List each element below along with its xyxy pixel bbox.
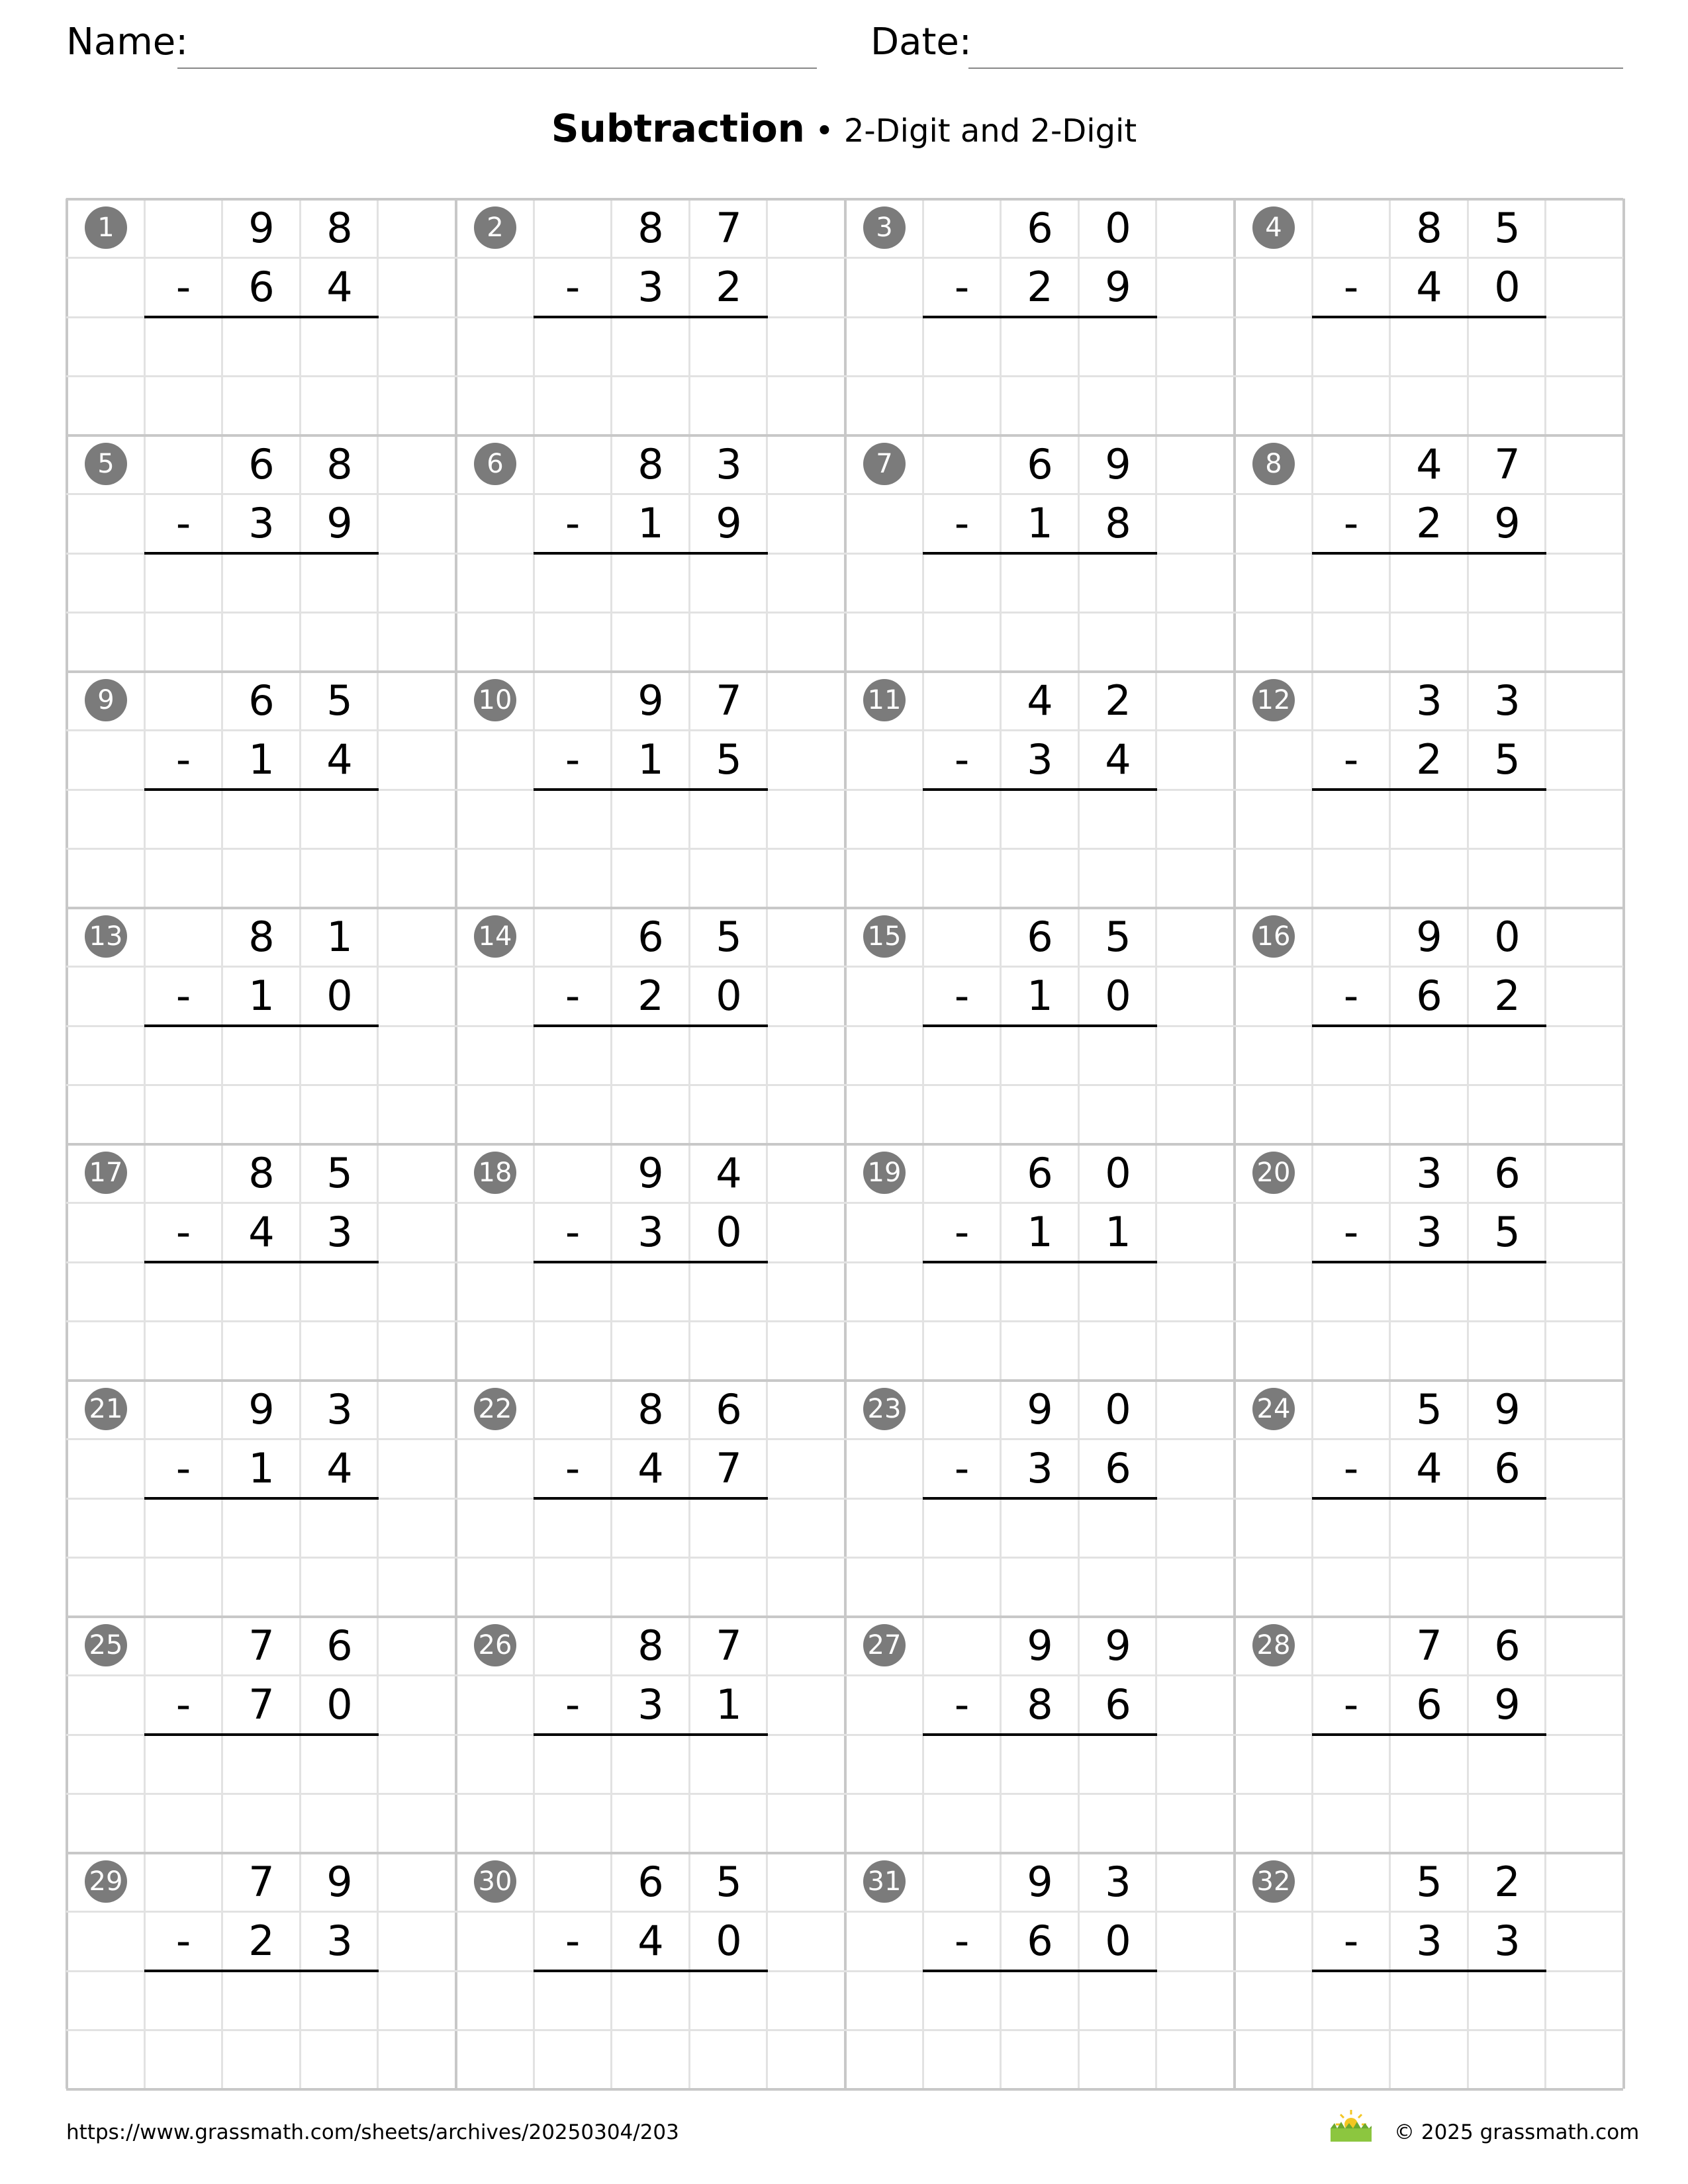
minus-sign: - [175,1917,191,1966]
subtrahend-tens-digit: 1 [1027,972,1053,1021]
minus-sign: - [954,263,970,312]
date-line [968,68,1623,69]
problem-16 [1234,907,1623,1144]
subtrahend-tens-digit: 3 [248,499,275,548]
minuend-ones-digit: 9 [1105,440,1131,488]
minuend-ones-digit: 7 [716,1621,742,1670]
minuend-tens-digit: 9 [248,1385,275,1433]
minuend-ones-digit: 5 [1105,913,1131,961]
answer-line [534,1497,768,1500]
subtrahend-tens-digit: 6 [1027,1917,1053,1966]
minus-sign: - [175,1680,191,1729]
problem-number-badge: 22 [474,1388,516,1430]
minuend-tens-digit: 4 [1416,440,1442,488]
subtrahend-tens-digit: 1 [248,1444,275,1493]
minuend-ones-digit: 7 [1494,440,1521,488]
minuend-tens-digit: 9 [1027,1858,1053,1906]
answer-line [923,316,1157,318]
problem-number-badge: 26 [474,1624,516,1666]
answer-line [1312,1970,1546,1972]
problem-8 [1234,435,1623,671]
minuend-tens-digit: 7 [248,1858,275,1906]
problem-17 [66,1144,455,1380]
problem-5 [66,435,455,671]
minus-sign: - [565,1680,581,1729]
minus-sign: - [1343,1208,1359,1257]
minus-sign: - [175,499,191,548]
answer-line [1312,552,1546,555]
subtrahend-ones-digit: 3 [1494,1917,1521,1966]
problem-number-badge: 28 [1252,1624,1295,1666]
minuend-tens-digit: 6 [248,676,275,725]
problem-29 [66,1852,455,2089]
answer-line [923,1261,1157,1263]
minus-sign: - [565,263,581,312]
answer-line [534,1261,768,1263]
minuend-ones-digit: 9 [326,1858,353,1906]
answer-line [144,1261,379,1263]
problem-number-badge: 25 [85,1624,127,1666]
minus-sign: - [175,735,191,784]
problem-number-badge: 13 [85,915,127,958]
subtrahend-tens-digit: 1 [637,735,664,784]
answer-line [534,1733,768,1736]
problem-number-badge: 30 [474,1860,516,1903]
problem-number-badge: 27 [863,1624,906,1666]
subtrahend-tens-digit: 2 [637,972,664,1021]
problem-6 [455,435,845,671]
problem-number-badge: 4 [1252,206,1295,249]
subtrahend-tens-digit: 6 [1416,972,1442,1021]
minuend-ones-digit: 0 [1105,204,1131,252]
minus-sign: - [1343,735,1359,784]
minuend-tens-digit: 6 [1027,913,1053,961]
minuend-tens-digit: 7 [248,1621,275,1670]
subtrahend-ones-digit: 2 [1494,972,1521,1021]
subtrahend-ones-digit: 0 [716,972,742,1021]
minus-sign: - [954,1444,970,1493]
minuend-tens-digit: 8 [637,1385,664,1433]
problem-number-badge: 7 [863,443,906,485]
problem-number-badge: 2 [474,206,516,249]
problem-24 [1234,1380,1623,1616]
minuend-tens-digit: 8 [637,1621,664,1670]
problem-26 [455,1616,845,1852]
subtrahend-ones-digit: 1 [716,1680,742,1729]
subtrahend-tens-digit: 1 [1027,1208,1053,1257]
worksheet-grid [66,199,1623,2089]
problem-number-badge: 10 [474,679,516,721]
minus-sign: - [1343,499,1359,548]
subtrahend-ones-digit: 9 [326,499,353,548]
minuend-ones-digit: 4 [716,1149,742,1197]
minus-sign: - [565,499,581,548]
minuend-ones-digit: 0 [1105,1149,1131,1197]
answer-line [534,788,768,791]
minuend-tens-digit: 6 [1027,1149,1053,1197]
subtrahend-tens-digit: 4 [637,1444,664,1493]
minuend-tens-digit: 8 [637,204,664,252]
problem-number-badge: 11 [863,679,906,721]
minuend-tens-digit: 8 [637,440,664,488]
subtrahend-ones-digit: 1 [1105,1208,1131,1257]
problem-number-badge: 19 [863,1152,906,1194]
problem-12 [1234,671,1623,907]
subtrahend-tens-digit: 3 [637,1208,664,1257]
minuend-tens-digit: 5 [1416,1385,1442,1433]
subtrahend-tens-digit: 1 [1027,499,1053,548]
minuend-ones-digit: 5 [326,676,353,725]
minuend-tens-digit: 9 [637,1149,664,1197]
minuend-tens-digit: 8 [248,913,275,961]
problem-3 [845,199,1234,435]
subtrahend-tens-digit: 3 [1416,1917,1442,1966]
problem-number-badge: 6 [474,443,516,485]
problem-10 [455,671,845,907]
minus-sign: - [954,1917,970,1966]
minus-sign: - [1343,263,1359,312]
subtrahend-ones-digit: 3 [326,1208,353,1257]
grass-sun-logo-icon [1328,2107,1374,2143]
subtrahend-ones-digit: 7 [716,1444,742,1493]
answer-line [534,1970,768,1972]
problem-number-badge: 20 [1252,1152,1295,1194]
problem-2 [455,199,845,435]
answer-line [144,1024,379,1027]
date-label: Date: [870,21,972,64]
minuend-tens-digit: 5 [1416,1858,1442,1906]
problem-13 [66,907,455,1144]
minus-sign: - [954,499,970,548]
footer-url: https://www.grassmath.com/sheets/archives/20250304/203 [66,2120,679,2144]
minuend-ones-digit: 5 [1494,204,1521,252]
answer-line [923,1733,1157,1736]
subtrahend-tens-digit: 3 [1027,735,1053,784]
subtrahend-ones-digit: 6 [1105,1680,1131,1729]
problem-7 [845,435,1234,671]
minuend-tens-digit: 6 [637,1858,664,1906]
subtrahend-tens-digit: 3 [637,1680,664,1729]
problem-number-badge: 1 [85,206,127,249]
minus-sign: - [175,972,191,1021]
problem-number-badge: 3 [863,206,906,249]
minus-sign: - [954,1680,970,1729]
minus-sign: - [1343,972,1359,1021]
problem-19 [845,1144,1234,1380]
minuend-ones-digit: 2 [1494,1858,1521,1906]
problem-number-badge: 31 [863,1860,906,1903]
subtrahend-tens-digit: 2 [1027,263,1053,312]
minuend-ones-digit: 5 [716,1858,742,1906]
minuend-ones-digit: 5 [326,1149,353,1197]
answer-line [144,1970,379,1972]
subtrahend-ones-digit: 0 [1494,263,1521,312]
subtrahend-tens-digit: 4 [248,1208,275,1257]
subtrahend-tens-digit: 4 [637,1917,664,1966]
subtrahend-tens-digit: 2 [1416,499,1442,548]
minuend-tens-digit: 9 [1027,1385,1053,1433]
problem-32 [1234,1852,1623,2089]
problem-25 [66,1616,455,1852]
minuend-ones-digit: 6 [1494,1621,1521,1670]
answer-line [1312,788,1546,791]
subtrahend-ones-digit: 2 [716,263,742,312]
subtrahend-tens-digit: 1 [248,735,275,784]
problem-number-badge: 9 [85,679,127,721]
minuend-tens-digit: 6 [1027,440,1053,488]
subtrahend-ones-digit: 6 [1105,1444,1131,1493]
answer-line [923,1497,1157,1500]
minus-sign: - [565,972,581,1021]
subtrahend-tens-digit: 2 [1416,735,1442,784]
minus-sign: - [175,1444,191,1493]
subtrahend-ones-digit: 0 [1105,1917,1131,1966]
minuend-ones-digit: 3 [326,1385,353,1433]
minus-sign: - [175,263,191,312]
name-label: Name: [66,21,189,64]
minuend-ones-digit: 0 [1105,1385,1131,1433]
problem-4 [1234,199,1623,435]
subtrahend-ones-digit: 4 [326,263,353,312]
subtrahend-ones-digit: 4 [326,1444,353,1493]
answer-line [144,1733,379,1736]
problem-number-badge: 15 [863,915,906,958]
subtrahend-ones-digit: 9 [1494,499,1521,548]
minuend-ones-digit: 7 [716,204,742,252]
problem-number-badge: 23 [863,1388,906,1430]
subtrahend-ones-digit: 4 [1105,735,1131,784]
minuend-ones-digit: 1 [326,913,353,961]
subtrahend-ones-digit: 0 [716,1208,742,1257]
minus-sign: - [954,972,970,1021]
minus-sign: - [1343,1917,1359,1966]
problem-28 [1234,1616,1623,1852]
answer-line [923,1970,1157,1972]
answer-line [534,552,768,555]
page-title [0,106,1688,151]
minuend-ones-digit: 6 [326,1621,353,1670]
subtrahend-tens-digit: 1 [637,499,664,548]
answer-line [1312,1497,1546,1500]
subtrahend-tens-digit: 8 [1027,1680,1053,1729]
minuend-ones-digit: 6 [1494,1149,1521,1197]
subtrahend-ones-digit: 0 [326,972,353,1021]
problem-number-badge: 16 [1252,915,1295,958]
minus-sign: - [565,1444,581,1493]
answer-line [144,1497,379,1500]
subtrahend-tens-digit: 6 [248,263,275,312]
subtrahend-tens-digit: 7 [248,1680,275,1729]
minuend-tens-digit: 6 [1027,204,1053,252]
minus-sign: - [1343,1444,1359,1493]
problem-number-badge: 12 [1252,679,1295,721]
minuend-ones-digit: 7 [716,676,742,725]
answer-line [923,552,1157,555]
title-subtitle: 2-Digit and 2-Digit [843,113,1137,150]
minuend-tens-digit: 3 [1416,1149,1442,1197]
subtrahend-tens-digit: 2 [248,1917,275,1966]
subtrahend-tens-digit: 4 [1416,263,1442,312]
problem-30 [455,1852,845,2089]
minus-sign: - [954,735,970,784]
subtrahend-ones-digit: 5 [1494,735,1521,784]
minuend-tens-digit: 6 [637,913,664,961]
problem-23 [845,1380,1234,1616]
subtrahend-ones-digit: 0 [326,1680,353,1729]
minuend-tens-digit: 9 [248,204,275,252]
minuend-tens-digit: 9 [637,676,664,725]
problem-11 [845,671,1234,907]
minus-sign: - [1343,1680,1359,1729]
problem-21 [66,1380,455,1616]
problem-number-badge: 18 [474,1152,516,1194]
problem-22 [455,1380,845,1616]
answer-line [923,788,1157,791]
problem-20 [1234,1144,1623,1380]
minuend-ones-digit: 2 [1105,676,1131,725]
subtrahend-ones-digit: 8 [1105,499,1131,548]
minus-sign: - [175,1208,191,1257]
subtrahend-ones-digit: 6 [1494,1444,1521,1493]
subtrahend-tens-digit: 3 [637,263,664,312]
minuend-tens-digit: 9 [1416,913,1442,961]
problem-number-badge: 21 [85,1388,127,1430]
answer-line [144,316,379,318]
minuend-tens-digit: 7 [1416,1621,1442,1670]
answer-line [1312,1261,1546,1263]
minuend-ones-digit: 9 [1105,1621,1131,1670]
problem-number-badge: 24 [1252,1388,1295,1430]
subtrahend-ones-digit: 9 [716,499,742,548]
minus-sign: - [954,1208,970,1257]
answer-line [534,1024,768,1027]
subtrahend-ones-digit: 4 [326,735,353,784]
minus-sign: - [565,735,581,784]
minuend-tens-digit: 4 [1027,676,1053,725]
minus-sign: - [565,1917,581,1966]
problem-1 [66,199,455,435]
minuend-ones-digit: 8 [326,440,353,488]
problem-14 [455,907,845,1144]
minuend-ones-digit: 8 [326,204,353,252]
answer-line [923,1024,1157,1027]
problem-number-badge: 14 [474,915,516,958]
subtrahend-tens-digit: 3 [1416,1208,1442,1257]
minuend-tens-digit: 6 [248,440,275,488]
subtrahend-tens-digit: 1 [248,972,275,1021]
minuend-ones-digit: 9 [1494,1385,1521,1433]
minuend-tens-digit: 3 [1416,676,1442,725]
problem-number-badge: 32 [1252,1860,1295,1903]
subtrahend-ones-digit: 0 [1105,972,1131,1021]
problem-15 [845,907,1234,1144]
subtrahend-ones-digit: 9 [1494,1680,1521,1729]
minus-sign: - [565,1208,581,1257]
minuend-tens-digit: 8 [1416,204,1442,252]
problem-number-badge: 17 [85,1152,127,1194]
subtrahend-ones-digit: 3 [326,1917,353,1966]
problem-number-badge: 5 [85,443,127,485]
title-main: Subtraction [551,106,805,151]
minuend-ones-digit: 3 [1494,676,1521,725]
subtrahend-ones-digit: 5 [716,735,742,784]
answer-line [534,316,768,318]
answer-line [1312,1733,1546,1736]
minuend-ones-digit: 3 [1105,1858,1131,1906]
minuend-tens-digit: 9 [1027,1621,1053,1670]
subtrahend-tens-digit: 6 [1416,1680,1442,1729]
subtrahend-ones-digit: 9 [1105,263,1131,312]
problem-18 [455,1144,845,1380]
name-line [177,68,817,69]
problem-number-badge: 29 [85,1860,127,1903]
answer-line [1312,316,1546,318]
minuend-tens-digit: 8 [248,1149,275,1197]
minuend-ones-digit: 6 [716,1385,742,1433]
problem-number-badge: 8 [1252,443,1295,485]
answer-line [1312,1024,1546,1027]
subtrahend-ones-digit: 0 [716,1917,742,1966]
subtrahend-ones-digit: 5 [1494,1208,1521,1257]
title-separator: • [804,113,844,150]
subtrahend-tens-digit: 4 [1416,1444,1442,1493]
answer-line [144,552,379,555]
minuend-ones-digit: 0 [1494,913,1521,961]
minuend-ones-digit: 5 [716,913,742,961]
problem-31 [845,1852,1234,2089]
answer-line [144,788,379,791]
subtrahend-tens-digit: 3 [1027,1444,1053,1493]
minuend-ones-digit: 3 [716,440,742,488]
footer-copyright: © 2025 grassmath.com [1394,2120,1640,2144]
problem-9 [66,671,455,907]
problem-27 [845,1616,1234,1852]
